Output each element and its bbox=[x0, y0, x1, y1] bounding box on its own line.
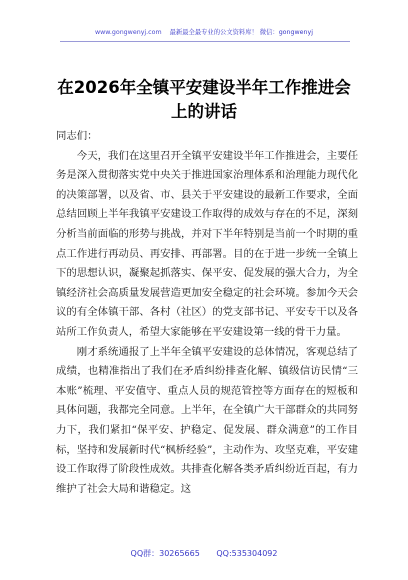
paragraph-summary: 刚才系统通报了上半年全镇平安建设的总体情况，客观总结了成绩，也精准指出了我们在矛盾纠纷排查化解、镇级信访民情“三本账”梳理、平安值守、重点人员的规范管控等方面存在的短板和具体问题，我都完全同意。上半年，在全镇广大干部群众的共同努力下，我们紧扣“保平安、护稳定、促发展、群众满意”的工作目标，坚持和发展新时代“枫桥经验”，主动作为、攻坚克难，平安建设工作取得了阶段性成效。共排查化解各类矛盾纠纷近百起，有力维护了社会大局和谐稳定。这 bbox=[56, 345, 358, 495]
header-divider bbox=[60, 41, 350, 42]
site-url-link[interactable]: www.gongwenyj.com bbox=[94, 29, 162, 36]
document-title: 在2026年全镇平安建设半年工作推进会上的讲话 bbox=[57, 78, 351, 121]
paragraph-intro: 今天，我们在这里召开全镇平安建设半年工作推进会，主要任务是深入贯彻落实党中央关于推进国家治理体系和治理能力现代化的决策部署，以及省、市、县关于平安建设的最新工作要求，全面总结回顾上半年我镇平安建设工作取得的成效与存在的不足，深刻分析当前面临的形势与挑战，并对下半年特别是当前一个时期的重点工作进行再动员、再安排、再部署。目的在于进一步统一全镇上下的思想认识，凝聚起抓落实、保平安、促发展的强大合力，为全镇经济社会高质量发展营造更加安全稳定的社会环境。参加今天会议的有全体镇干部、各村（社区）的党支部书记、平安专干以及各站所工作负责人，希望大家能够在平安建设第一线的骨干力量。 bbox=[56, 149, 358, 338]
document-body bbox=[56, 127, 358, 499]
site-slogan: 最新最全最专业的公文资料库！ 微信：gongwenyj bbox=[169, 29, 314, 36]
qq-number: QQ:535304092 bbox=[216, 549, 278, 558]
site-footer bbox=[0, 548, 408, 559]
salutation: 同志们： bbox=[56, 130, 98, 142]
site-header bbox=[0, 27, 408, 36]
qq-group-number: QQ群：30265665 bbox=[130, 549, 200, 558]
